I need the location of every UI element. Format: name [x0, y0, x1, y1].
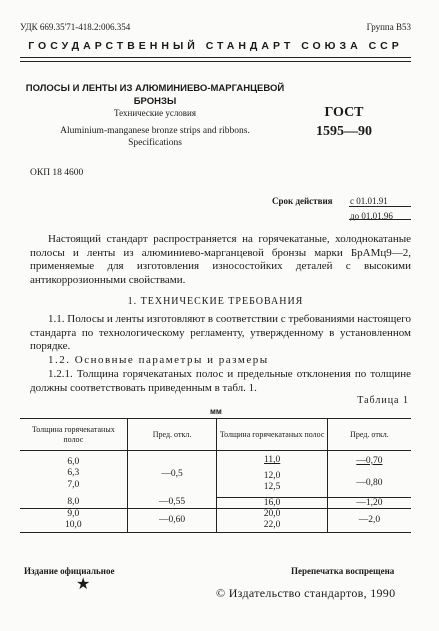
validity-label: Срок действия — [272, 196, 333, 206]
validity-to: до 01.01.96 — [350, 211, 393, 221]
column-header: Толщина горячекатаных полос — [217, 419, 327, 451]
table-cell: 11,0 — [217, 451, 327, 469]
table-cell: 12,0 12,5 — [217, 469, 327, 498]
state-standard-heading: ГОСУДАРСТВЕННЫЙ СТАНДАРТ СОЮЗА ССР — [28, 40, 403, 52]
thickness-table — [20, 418, 411, 533]
table-header-row — [20, 419, 411, 451]
okp-code: ОКП 18 4600 — [30, 168, 84, 178]
header-rule — [20, 61, 411, 62]
column-header: Пред. откл. — [127, 419, 217, 451]
column-header: Толщина горячекатаных полос — [20, 419, 127, 451]
column-header: Пред. откл. — [327, 419, 411, 451]
table-cell: —0,60 — [127, 508, 217, 532]
english-title-line: Aluminium-manganese bronze strips and ribbons. — [60, 126, 250, 136]
document-title: ПОЛОСЫ И ЛЕНТЫ ИЗ АЛЮМИНИЕВО-МАРГАНЦЕВОЙ БРОНЗЫ — [25, 83, 285, 107]
gost-number: 1595—90 — [316, 124, 372, 139]
table-cell: 20,0 22,0 — [217, 508, 327, 532]
document-subtitle: Технические условия — [113, 108, 197, 118]
table-row — [20, 451, 411, 469]
publisher-copyright: © Издательство стандартов, 1990 — [216, 586, 396, 600]
table-label: Таблица 1 — [357, 395, 409, 406]
validity-from: с 01.01.91 — [350, 196, 388, 206]
english-title — [20, 125, 290, 149]
table-cell: —2,0 — [327, 508, 411, 532]
english-title-line: Specifications — [128, 138, 182, 148]
udk-code: УДК 669.35'71-418.2:006.354 — [20, 22, 131, 32]
table-cell: 8,0 — [20, 497, 127, 508]
table-cell: 16,0 — [217, 497, 327, 508]
intro-paragraph: Настоящий стандарт распространяется на горячекатаные, холоднокатаные полосы и ленты из алюминиево-марганцевой бронзы марки БрАМц9—2, применяемые для изготовления износостойких деталей с высокими антикоррозионными свойствами. — [30, 233, 411, 286]
gost-number-block — [304, 103, 384, 141]
section-heading: 1. ТЕХНИЧЕСКИЕ ТРЕБОВАНИЯ — [127, 296, 304, 307]
table-unit: мм — [210, 407, 222, 416]
table-cell: —1,20 — [327, 497, 411, 508]
gost-label: ГОСТ — [324, 105, 364, 120]
table-row — [20, 508, 411, 532]
table-cell: —0,5 — [127, 451, 217, 498]
clause-1-2-1: 1.2.1. Толщина горячекатаных полос и предельные отклонения по толщине должны соответствовать приведенным в табл. 1. — [30, 368, 411, 394]
table-cell: —0,70 — [356, 455, 383, 466]
star-icon: ★ — [76, 576, 91, 593]
header-rule — [20, 57, 411, 58]
clause-1-1: 1.1. Полосы и ленты изготовляют в соответствии с требованиями настоящего стандарта по технологическому регламенту, утвержденному в установленном порядке. — [30, 313, 411, 353]
validity-rule — [349, 219, 411, 220]
reprint-prohibited-label: Перепечатка воспрещена — [291, 566, 395, 576]
clause-1-2: 1.2. Основные параметры и размеры — [48, 354, 269, 366]
table-cell: 9,0 10,0 — [20, 508, 127, 532]
table-row — [20, 497, 411, 508]
validity-rule — [349, 206, 411, 207]
table-cell: —0,55 — [127, 497, 217, 508]
table-cell: —0,80 — [327, 469, 411, 498]
official-edition-label: Издание официальное — [24, 566, 115, 576]
table-cell: 6,0 6,3 7,0 — [20, 451, 127, 498]
group-code: Группа В53 — [366, 22, 411, 32]
